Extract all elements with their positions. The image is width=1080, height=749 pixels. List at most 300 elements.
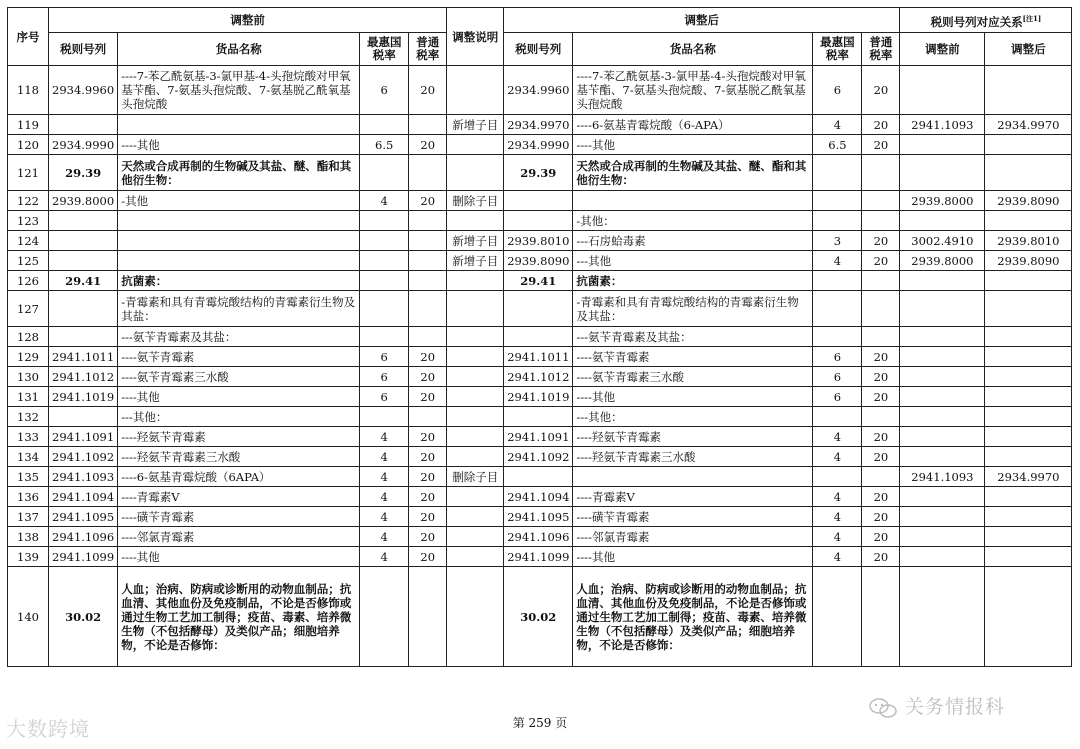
after-mfn-rate-cell: 3 bbox=[813, 231, 862, 251]
relation-after-cell bbox=[985, 367, 1072, 387]
after-mfn-rate-cell: 4 bbox=[813, 547, 862, 567]
seq-cell: 124 bbox=[8, 231, 49, 251]
after-mfn-rate-cell: 4 bbox=[813, 115, 862, 135]
before-mfn-rate-cell: 4 bbox=[360, 547, 409, 567]
after-goods-name-cell: ----羟氨苄青霉素三水酸 bbox=[573, 447, 813, 467]
table-row bbox=[8, 191, 1072, 211]
after-mfn-rate-cell bbox=[813, 567, 862, 667]
adjustment-note-cell bbox=[447, 347, 504, 367]
table-row bbox=[8, 347, 1072, 367]
after-tariff-no-cell: 2941.1012 bbox=[504, 367, 573, 387]
before-general-rate-cell: 20 bbox=[409, 527, 447, 547]
table-row bbox=[8, 427, 1072, 447]
after-goods-name-cell bbox=[573, 191, 813, 211]
relation-before-cell bbox=[900, 567, 985, 667]
before-goods-name-cell: 抗菌素： bbox=[118, 271, 360, 291]
table-row bbox=[8, 527, 1072, 547]
header-relation-after: 调整后 bbox=[985, 33, 1072, 66]
table-row bbox=[8, 547, 1072, 567]
after-tariff-no-cell bbox=[504, 467, 573, 487]
relation-before-cell bbox=[900, 135, 985, 155]
header-before-tariff-no: 税则号列 bbox=[49, 33, 118, 66]
after-general-rate-cell: 20 bbox=[862, 507, 900, 527]
after-tariff-no-cell: 2939.8090 bbox=[504, 251, 573, 271]
after-goods-name-cell: 天然或合成再制的生物碱及其盐、醚、酯和其他衍生物： bbox=[573, 155, 813, 191]
before-mfn-rate-cell bbox=[360, 115, 409, 135]
after-goods-name-cell: ---其他 bbox=[573, 251, 813, 271]
page-number: 第 259 页 bbox=[512, 716, 568, 730]
after-goods-name-cell: ---石房蛤毒素 bbox=[573, 231, 813, 251]
after-tariff-no-cell bbox=[504, 291, 573, 327]
after-general-rate-cell: 20 bbox=[862, 367, 900, 387]
relation-before-cell bbox=[900, 427, 985, 447]
header-relation-note: [注1] bbox=[1022, 13, 1042, 23]
table-row bbox=[8, 155, 1072, 191]
header-seq: 序号 bbox=[8, 8, 49, 66]
before-tariff-no-cell: 2941.1094 bbox=[49, 487, 118, 507]
after-goods-name-cell: ----7-苯乙酰氨基-3-氯甲基-4-头孢烷酸对甲氧基苄酯、7-氨基头孢烷酸、7-氨基脱乙酰氧基头孢烷酸 bbox=[573, 66, 813, 115]
relation-before-cell bbox=[900, 327, 985, 347]
after-mfn-rate-cell bbox=[813, 467, 862, 487]
after-mfn-rate-cell: 6.5 bbox=[813, 135, 862, 155]
after-mfn-rate-cell: 4 bbox=[813, 507, 862, 527]
after-mfn-rate-cell bbox=[813, 291, 862, 327]
after-tariff-no-cell bbox=[504, 191, 573, 211]
before-goods-name-cell: -青霉素和具有青霉烷酸结构的青霉素衍生物及其盐： bbox=[118, 291, 360, 327]
relation-before-cell bbox=[900, 387, 985, 407]
before-goods-name-cell: -其他 bbox=[118, 191, 360, 211]
before-general-rate-cell: 20 bbox=[409, 427, 447, 447]
seq-cell: 128 bbox=[8, 327, 49, 347]
before-general-rate-cell: 20 bbox=[409, 467, 447, 487]
table-row bbox=[8, 487, 1072, 507]
table-row bbox=[8, 387, 1072, 407]
adjustment-note-cell: 新增子目 bbox=[447, 231, 504, 251]
after-mfn-rate-cell: 6 bbox=[813, 66, 862, 115]
seq-cell: 134 bbox=[8, 447, 49, 467]
before-tariff-no-cell bbox=[49, 291, 118, 327]
table-row bbox=[8, 115, 1072, 135]
seq-cell: 139 bbox=[8, 547, 49, 567]
before-mfn-rate-cell: 6 bbox=[360, 387, 409, 407]
header-row-2 bbox=[8, 33, 1072, 66]
after-general-rate-cell: 20 bbox=[862, 487, 900, 507]
before-general-rate-cell bbox=[409, 115, 447, 135]
relation-after-cell bbox=[985, 547, 1072, 567]
before-goods-name-cell: ----7-苯乙酰氨基-3-氯甲基-4-头孢烷酸对甲氧基苄酯、7-氨基头孢烷酸、7-氨基脱乙酰氧基头孢烷酸 bbox=[118, 66, 360, 115]
before-goods-name-cell: 天然或合成再制的生物碱及其盐、醚、酯和其他衍生物： bbox=[118, 155, 360, 191]
before-mfn-rate-cell: 4 bbox=[360, 487, 409, 507]
after-general-rate-cell bbox=[862, 271, 900, 291]
relation-after-cell bbox=[985, 567, 1072, 667]
after-mfn-rate-cell: 4 bbox=[813, 427, 862, 447]
watermark-left: 大数跨境 bbox=[6, 717, 90, 741]
after-goods-name-cell: ----其他 bbox=[573, 547, 813, 567]
before-general-rate-cell bbox=[409, 271, 447, 291]
adjustment-note-cell bbox=[447, 66, 504, 115]
header-relation-before: 调整前 bbox=[900, 33, 985, 66]
adjustment-note-cell bbox=[447, 447, 504, 467]
before-mfn-rate-cell: 4 bbox=[360, 527, 409, 547]
header-after-tariff-no: 税则号列 bbox=[504, 33, 573, 66]
after-goods-name-cell: ----磺苄青霉素 bbox=[573, 507, 813, 527]
before-tariff-no-cell: 2941.1012 bbox=[49, 367, 118, 387]
after-goods-name-cell: -青霉素和具有青霉烷酸结构的青霉素衍生物及其盐： bbox=[573, 291, 813, 327]
after-goods-name-cell: ----氨苄青霉素三水酸 bbox=[573, 367, 813, 387]
before-mfn-rate-cell: 4 bbox=[360, 507, 409, 527]
relation-before-cell bbox=[900, 66, 985, 115]
after-general-rate-cell bbox=[862, 407, 900, 427]
before-tariff-no-cell bbox=[49, 231, 118, 251]
after-tariff-no-cell: 2934.9960 bbox=[504, 66, 573, 115]
relation-before-cell bbox=[900, 527, 985, 547]
after-goods-name-cell bbox=[573, 467, 813, 487]
seq-cell: 130 bbox=[8, 367, 49, 387]
header-relation-text: 税则号列对应关系 bbox=[930, 14, 1023, 29]
relation-after-cell: 2939.8090 bbox=[985, 191, 1072, 211]
before-goods-name-cell: ----邻氯青霉素 bbox=[118, 527, 360, 547]
before-mfn-rate-cell bbox=[360, 291, 409, 327]
after-general-rate-cell bbox=[862, 327, 900, 347]
before-general-rate-cell: 20 bbox=[409, 66, 447, 115]
after-tariff-no-cell: 2941.1092 bbox=[504, 447, 573, 467]
after-general-rate-cell: 20 bbox=[862, 347, 900, 367]
after-mfn-rate-cell bbox=[813, 211, 862, 231]
after-general-rate-cell: 20 bbox=[862, 547, 900, 567]
adjustment-note-cell bbox=[447, 271, 504, 291]
before-tariff-no-cell: 2941.1093 bbox=[49, 467, 118, 487]
before-general-rate-cell bbox=[409, 231, 447, 251]
seq-cell: 126 bbox=[8, 271, 49, 291]
adjustment-note-cell bbox=[447, 367, 504, 387]
after-goods-name-cell: ----其他 bbox=[573, 135, 813, 155]
header-after-general-rate: 普通税率 bbox=[862, 33, 900, 66]
adjustment-note-cell bbox=[447, 387, 504, 407]
before-mfn-rate-cell: 6 bbox=[360, 367, 409, 387]
after-tariff-no-cell: 2941.1011 bbox=[504, 347, 573, 367]
after-mfn-rate-cell: 6 bbox=[813, 347, 862, 367]
table-row bbox=[8, 567, 1072, 667]
after-mfn-rate-cell bbox=[813, 191, 862, 211]
seq-cell: 123 bbox=[8, 211, 49, 231]
after-tariff-no-cell bbox=[504, 211, 573, 231]
after-general-rate-cell bbox=[862, 191, 900, 211]
before-mfn-rate-cell bbox=[360, 327, 409, 347]
watermark-right bbox=[868, 692, 1005, 719]
adjustment-note-cell bbox=[447, 487, 504, 507]
after-mfn-rate-cell: 4 bbox=[813, 447, 862, 467]
after-tariff-no-cell: 2941.1099 bbox=[504, 547, 573, 567]
header-after-mfn-rate: 最惠国税率 bbox=[813, 33, 862, 66]
table-row bbox=[8, 327, 1072, 347]
before-tariff-no-cell: 2941.1096 bbox=[49, 527, 118, 547]
after-general-rate-cell bbox=[862, 211, 900, 231]
before-goods-name-cell: ----羟氨苄青霉素 bbox=[118, 427, 360, 447]
before-mfn-rate-cell: 4 bbox=[360, 467, 409, 487]
before-goods-name-cell: ----青霉素V bbox=[118, 487, 360, 507]
header-before: 调整前 bbox=[49, 8, 447, 33]
before-mfn-rate-cell bbox=[360, 407, 409, 427]
adjustment-note-cell bbox=[447, 527, 504, 547]
relation-after-cell bbox=[985, 507, 1072, 527]
table-row bbox=[8, 447, 1072, 467]
header-before-goods-name: 货品名称 bbox=[118, 33, 360, 66]
before-mfn-rate-cell bbox=[360, 155, 409, 191]
header-row-1 bbox=[8, 8, 1072, 33]
before-general-rate-cell bbox=[409, 155, 447, 191]
relation-before-cell: 2941.1093 bbox=[900, 115, 985, 135]
before-goods-name-cell: ----羟氨苄青霉素三水酸 bbox=[118, 447, 360, 467]
after-goods-name-cell: ----羟氨苄青霉素 bbox=[573, 427, 813, 447]
before-goods-name-cell bbox=[118, 211, 360, 231]
after-tariff-no-cell: 29.41 bbox=[504, 271, 573, 291]
before-mfn-rate-cell: 6.5 bbox=[360, 135, 409, 155]
before-general-rate-cell: 20 bbox=[409, 387, 447, 407]
relation-after-cell bbox=[985, 271, 1072, 291]
relation-before-cell bbox=[900, 291, 985, 327]
seq-cell: 136 bbox=[8, 487, 49, 507]
relation-after-cell: 2934.9970 bbox=[985, 115, 1072, 135]
before-general-rate-cell: 20 bbox=[409, 487, 447, 507]
before-mfn-rate-cell bbox=[360, 251, 409, 271]
after-tariff-no-cell bbox=[504, 407, 573, 427]
header-after: 调整后 bbox=[504, 8, 900, 33]
table-row bbox=[8, 231, 1072, 251]
after-tariff-no-cell: 2934.9970 bbox=[504, 115, 573, 135]
tariff-adjustment-table bbox=[7, 7, 1072, 667]
relation-after-cell bbox=[985, 447, 1072, 467]
after-tariff-no-cell: 29.39 bbox=[504, 155, 573, 191]
after-general-rate-cell bbox=[862, 155, 900, 191]
after-tariff-no-cell: 2941.1091 bbox=[504, 427, 573, 447]
after-general-rate-cell: 20 bbox=[862, 387, 900, 407]
before-goods-name-cell: ---氨苄青霉素及其盐： bbox=[118, 327, 360, 347]
after-mfn-rate-cell: 4 bbox=[813, 487, 862, 507]
after-tariff-no-cell: 2939.8010 bbox=[504, 231, 573, 251]
relation-after-cell bbox=[985, 487, 1072, 507]
relation-before-cell bbox=[900, 347, 985, 367]
after-general-rate-cell: 20 bbox=[862, 251, 900, 271]
before-general-rate-cell: 20 bbox=[409, 347, 447, 367]
relation-after-cell bbox=[985, 291, 1072, 327]
before-goods-name-cell: ----其他 bbox=[118, 135, 360, 155]
before-general-rate-cell: 20 bbox=[409, 447, 447, 467]
after-goods-name-cell: ----青霉素V bbox=[573, 487, 813, 507]
adjustment-note-cell bbox=[447, 567, 504, 667]
after-mfn-rate-cell: 4 bbox=[813, 527, 862, 547]
table-row bbox=[8, 251, 1072, 271]
before-goods-name-cell: ----磺苄青霉素 bbox=[118, 507, 360, 527]
after-tariff-no-cell: 30.02 bbox=[504, 567, 573, 667]
after-goods-name-cell: ----邻氯青霉素 bbox=[573, 527, 813, 547]
relation-after-cell bbox=[985, 211, 1072, 231]
adjustment-note-cell bbox=[447, 291, 504, 327]
before-tariff-no-cell: 29.39 bbox=[49, 155, 118, 191]
after-general-rate-cell: 20 bbox=[862, 427, 900, 447]
relation-after-cell bbox=[985, 407, 1072, 427]
relation-before-cell bbox=[900, 547, 985, 567]
seq-cell: 137 bbox=[8, 507, 49, 527]
before-general-rate-cell bbox=[409, 211, 447, 231]
adjustment-note-cell bbox=[447, 407, 504, 427]
before-tariff-no-cell: 2941.1019 bbox=[49, 387, 118, 407]
before-tariff-no-cell bbox=[49, 211, 118, 231]
after-tariff-no-cell: 2941.1094 bbox=[504, 487, 573, 507]
relation-before-cell: 2939.8000 bbox=[900, 251, 985, 271]
after-goods-name-cell: 抗菌素： bbox=[573, 271, 813, 291]
before-tariff-no-cell: 30.02 bbox=[49, 567, 118, 667]
before-general-rate-cell: 20 bbox=[409, 507, 447, 527]
header-after-goods-name: 货品名称 bbox=[573, 33, 813, 66]
relation-after-cell bbox=[985, 327, 1072, 347]
adjustment-note-cell bbox=[447, 327, 504, 347]
seq-cell: 131 bbox=[8, 387, 49, 407]
wechat-icon bbox=[868, 697, 898, 719]
relation-before-cell bbox=[900, 507, 985, 527]
before-tariff-no-cell bbox=[49, 115, 118, 135]
before-goods-name-cell: ---其他： bbox=[118, 407, 360, 427]
after-goods-name-cell: -其他： bbox=[573, 211, 813, 231]
table-row bbox=[8, 135, 1072, 155]
relation-before-cell bbox=[900, 271, 985, 291]
before-tariff-no-cell: 2934.9960 bbox=[49, 66, 118, 115]
seq-cell: 118 bbox=[8, 66, 49, 115]
before-goods-name-cell bbox=[118, 231, 360, 251]
relation-before-cell bbox=[900, 155, 985, 191]
after-mfn-rate-cell bbox=[813, 407, 862, 427]
before-goods-name-cell: ----氨苄青霉素三水酸 bbox=[118, 367, 360, 387]
relation-after-cell: 2939.8090 bbox=[985, 251, 1072, 271]
header-before-general-rate: 普通税率 bbox=[409, 33, 447, 66]
seq-cell: 120 bbox=[8, 135, 49, 155]
table-row bbox=[8, 271, 1072, 291]
relation-after-cell bbox=[985, 387, 1072, 407]
after-general-rate-cell bbox=[862, 291, 900, 327]
before-general-rate-cell: 20 bbox=[409, 547, 447, 567]
after-general-rate-cell: 20 bbox=[862, 135, 900, 155]
adjustment-note-cell bbox=[447, 135, 504, 155]
after-mfn-rate-cell bbox=[813, 155, 862, 191]
seq-cell: 125 bbox=[8, 251, 49, 271]
seq-cell: 140 bbox=[8, 567, 49, 667]
before-goods-name-cell: ----氨苄青霉素 bbox=[118, 347, 360, 367]
before-tariff-no-cell: 2941.1011 bbox=[49, 347, 118, 367]
after-goods-name-cell: 人血；治病、防病或诊断用的动物血制品；抗血清、其他血份及免疫制品，不论是否修饰或通过生物工艺加工制得；疫苗、毒素、培养微生物（不包括酵母）及类似产品；细胞培养物，不论是否修饰： bbox=[573, 567, 813, 667]
before-goods-name-cell: ----其他 bbox=[118, 387, 360, 407]
watermark-right-text: 关务情报科 bbox=[905, 696, 1006, 718]
relation-before-cell: 3002.4910 bbox=[900, 231, 985, 251]
adjustment-note-cell bbox=[447, 427, 504, 447]
relation-before-cell bbox=[900, 367, 985, 387]
before-goods-name-cell: 人血；治病、防病或诊断用的动物血制品；抗血清、其他血份及免疫制品，不论是否修饰或通过生物工艺加工制得；疫苗、毒素、培养微生物（不包括酵母）及类似产品；细胞培养物，不论是否修饰： bbox=[118, 567, 360, 667]
after-mfn-rate-cell bbox=[813, 271, 862, 291]
after-mfn-rate-cell: 6 bbox=[813, 387, 862, 407]
relation-after-cell: 2934.9970 bbox=[985, 467, 1072, 487]
after-mfn-rate-cell: 4 bbox=[813, 251, 862, 271]
adjustment-note-cell bbox=[447, 507, 504, 527]
header-relation bbox=[900, 8, 1072, 33]
table-row bbox=[8, 66, 1072, 115]
before-tariff-no-cell bbox=[49, 407, 118, 427]
after-general-rate-cell: 20 bbox=[862, 66, 900, 115]
table-row bbox=[8, 211, 1072, 231]
relation-before-cell bbox=[900, 447, 985, 467]
adjustment-note-cell: 新增子目 bbox=[447, 115, 504, 135]
header-before-mfn-rate: 最惠国税率 bbox=[360, 33, 409, 66]
relation-after-cell bbox=[985, 347, 1072, 367]
before-goods-name-cell: ----6-氨基青霉烷酸（6APA） bbox=[118, 467, 360, 487]
relation-before-cell bbox=[900, 407, 985, 427]
before-general-rate-cell bbox=[409, 291, 447, 327]
seq-cell: 121 bbox=[8, 155, 49, 191]
adjustment-note-cell: 新增子目 bbox=[447, 251, 504, 271]
before-tariff-no-cell: 29.41 bbox=[49, 271, 118, 291]
after-general-rate-cell: 20 bbox=[862, 231, 900, 251]
after-general-rate-cell: 20 bbox=[862, 527, 900, 547]
before-mfn-rate-cell: 4 bbox=[360, 427, 409, 447]
adjustment-note-cell: 删除子目 bbox=[447, 467, 504, 487]
before-mfn-rate-cell: 6 bbox=[360, 347, 409, 367]
seq-cell: 122 bbox=[8, 191, 49, 211]
before-tariff-no-cell: 2941.1091 bbox=[49, 427, 118, 447]
before-mfn-rate-cell bbox=[360, 567, 409, 667]
seq-cell: 132 bbox=[8, 407, 49, 427]
before-mfn-rate-cell: 4 bbox=[360, 191, 409, 211]
before-goods-name-cell bbox=[118, 251, 360, 271]
before-tariff-no-cell: 2941.1099 bbox=[49, 547, 118, 567]
header-note: 调整说明 bbox=[447, 8, 504, 66]
seq-cell: 119 bbox=[8, 115, 49, 135]
relation-after-cell bbox=[985, 135, 1072, 155]
after-general-rate-cell bbox=[862, 467, 900, 487]
relation-after-cell: 2939.8010 bbox=[985, 231, 1072, 251]
table-row bbox=[8, 507, 1072, 527]
table-body bbox=[8, 66, 1072, 667]
adjustment-note-cell bbox=[447, 155, 504, 191]
after-general-rate-cell: 20 bbox=[862, 115, 900, 135]
before-mfn-rate-cell bbox=[360, 231, 409, 251]
relation-after-cell bbox=[985, 427, 1072, 447]
after-goods-name-cell: ---氨苄青霉素及其盐： bbox=[573, 327, 813, 347]
after-tariff-no-cell: 2941.1019 bbox=[504, 387, 573, 407]
before-mfn-rate-cell: 4 bbox=[360, 447, 409, 467]
after-goods-name-cell: ---其他： bbox=[573, 407, 813, 427]
before-tariff-no-cell: 2941.1092 bbox=[49, 447, 118, 467]
after-mfn-rate-cell: 6 bbox=[813, 367, 862, 387]
relation-before-cell bbox=[900, 211, 985, 231]
seq-cell: 127 bbox=[8, 291, 49, 327]
after-general-rate-cell: 20 bbox=[862, 447, 900, 467]
after-goods-name-cell: ----其他 bbox=[573, 387, 813, 407]
relation-before-cell: 2941.1093 bbox=[900, 467, 985, 487]
table-row bbox=[8, 467, 1072, 487]
after-mfn-rate-cell bbox=[813, 327, 862, 347]
seq-cell: 133 bbox=[8, 427, 49, 447]
after-tariff-no-cell: 2934.9990 bbox=[504, 135, 573, 155]
before-tariff-no-cell bbox=[49, 251, 118, 271]
before-general-rate-cell: 20 bbox=[409, 191, 447, 211]
before-tariff-no-cell: 2934.9990 bbox=[49, 135, 118, 155]
relation-after-cell bbox=[985, 66, 1072, 115]
before-tariff-no-cell: 2939.8000 bbox=[49, 191, 118, 211]
before-general-rate-cell bbox=[409, 327, 447, 347]
before-tariff-no-cell: 2941.1095 bbox=[49, 507, 118, 527]
adjustment-note-cell bbox=[447, 211, 504, 231]
before-general-rate-cell bbox=[409, 251, 447, 271]
after-goods-name-cell: ----6-氨基青霉烷酸（6-APA） bbox=[573, 115, 813, 135]
after-goods-name-cell: ----氨苄青霉素 bbox=[573, 347, 813, 367]
before-general-rate-cell bbox=[409, 407, 447, 427]
